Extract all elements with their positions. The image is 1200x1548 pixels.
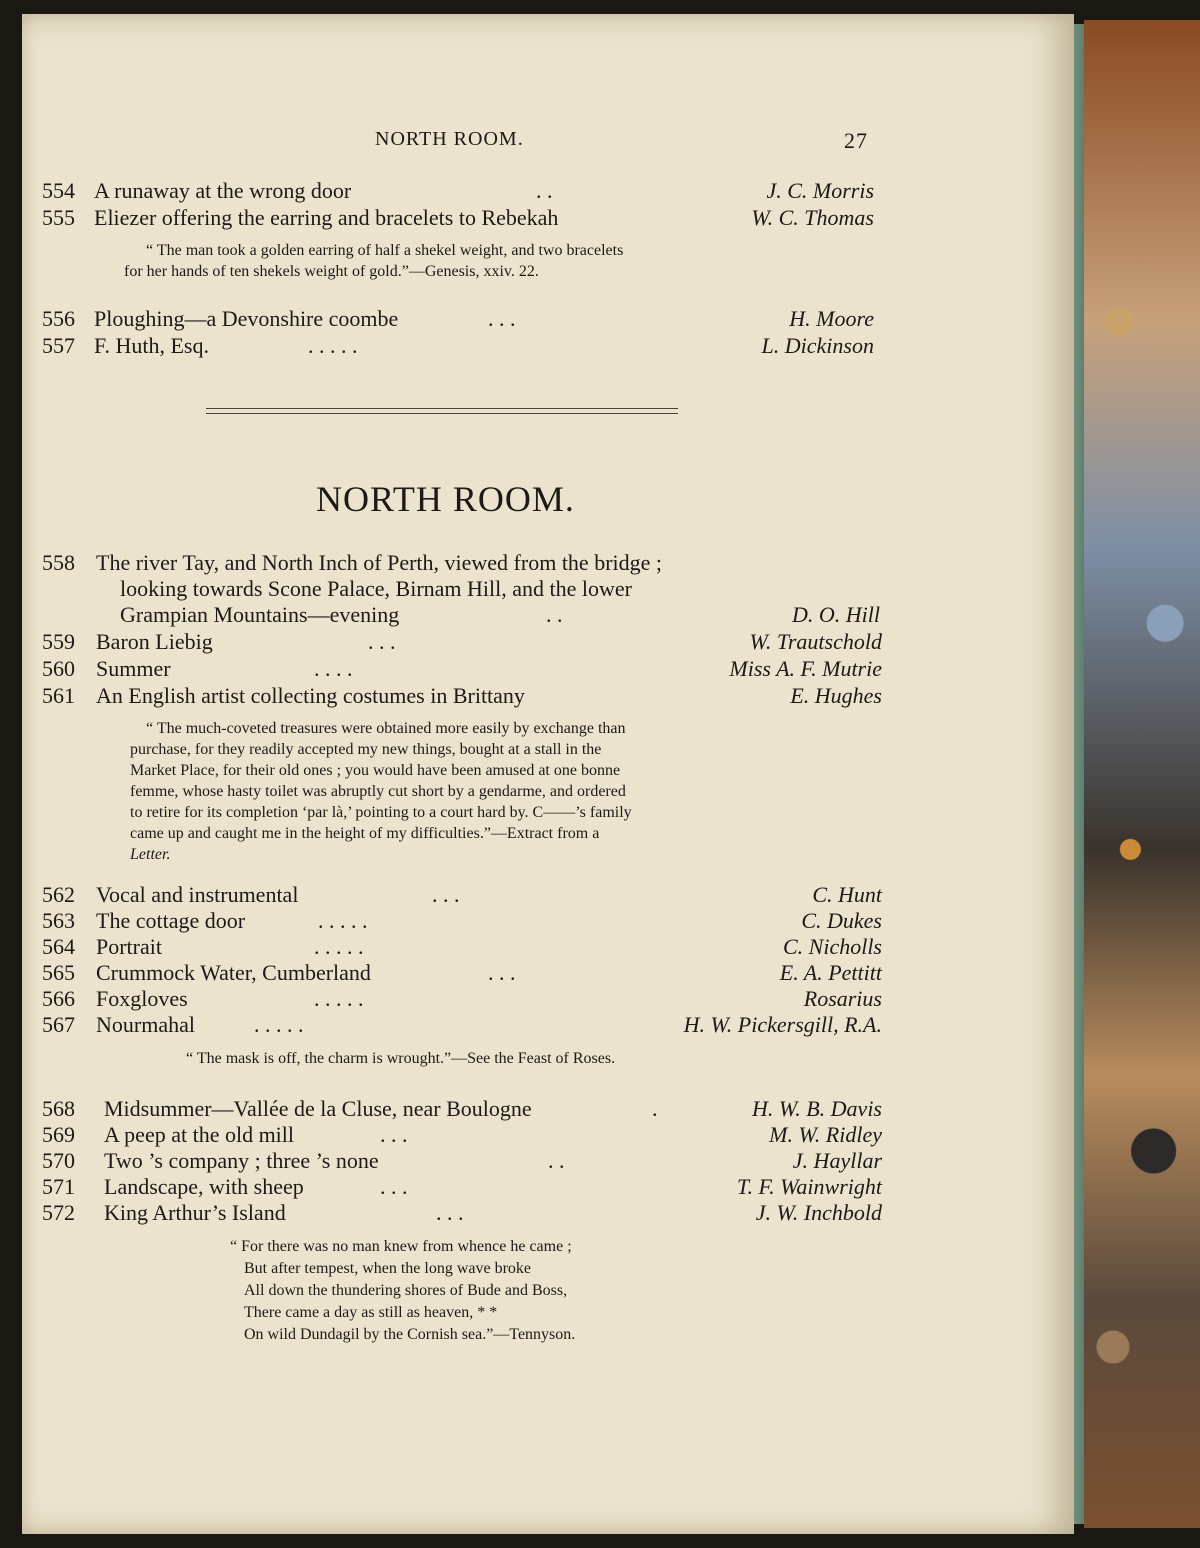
entry-artist: H. W. B. Davis [752,1096,882,1121]
leader-dots: . . . [368,629,396,654]
quote-line: There came a day as still as heaven, * * [244,1304,498,1321]
entry-number: 557 [42,333,75,358]
leader-dots: . . . [488,960,516,985]
quote-line: for her hands of ten shekels weight of gold.”—Genesis, xxiv. 22. [124,263,539,280]
quote-line: purchase, for they readily accepted my new things, bought at a stall in the [130,741,602,758]
quote-line: femme, whose hasty toilet was abruptly cut short by a gendarme, and ordered [130,783,626,800]
entry-title-line: The river Tay, and North Inch of Perth, viewed from the bridge ; [96,550,663,575]
entry-artist: E. Hughes [790,683,882,708]
page-number: 27 [844,128,868,153]
entry-number: 566 [42,986,75,1011]
entry-number: 570 [42,1148,75,1173]
leader-dots: . . . [436,1200,464,1225]
section-divider [206,408,678,409]
entry-title: Midsummer—Vallée de la Cluse, near Boulogne [104,1096,532,1121]
entry-title: King Arthur’s Island [104,1200,286,1225]
quote-line: Letter. [130,846,171,863]
entry-number: 564 [42,934,75,959]
entry-artist: Miss A. F. Mutrie [729,656,882,681]
leader-dots: . . . . . [314,986,364,1011]
quote-line: “ The much-coveted treasures were obtained more easily by exchange than [146,720,626,737]
entry-artist: D. O. Hill [792,602,880,627]
entry-number: 565 [42,960,75,985]
catalogue-page [22,14,1074,1534]
entry-number: 560 [42,656,75,681]
entry-artist: C. Hunt [812,882,882,907]
quote-line: Market Place, for their old ones ; you would have been amused at one bonne [130,762,621,779]
entry-title: Portrait [96,934,162,959]
quote-line: “ For there was no man knew from whence he came ; [230,1238,572,1255]
entry-artist: L. Dickinson [761,333,874,358]
quote-line: “ The man took a golden earring of half a shekel weight, and two bracelets [146,242,624,259]
entry-number: 567 [42,1012,75,1037]
entry-number: 554 [42,178,75,203]
entry-artist: M. W. Ridley [769,1122,882,1147]
leader-dots: . . . . . [314,934,364,959]
quote-line: “ The mask is off, the charm is wrought.”—See the Feast of Roses. [186,1050,616,1067]
entry-title: The cottage door [96,908,246,933]
entry-title: Ploughing—a Devonshire coombe [94,306,399,331]
entry-number: 569 [42,1122,75,1147]
entry-number: 556 [42,306,75,331]
leader-dots: . . . . [314,656,353,681]
leader-dots: . [652,1096,658,1121]
entry-artist: C. Dukes [801,908,882,933]
entry-number: 571 [42,1174,75,1199]
entry-artist: W. Trautschold [749,629,882,654]
section-divider [206,413,678,414]
leader-dots: . . [536,178,553,203]
entry-number: 555 [42,205,75,230]
entry-title-line: looking towards Scone Palace, Birnam Hill, and the lower [120,576,632,601]
entry-title: Nourmahal [96,1012,195,1037]
section-title: NORTH ROOM. [316,479,575,519]
entry-artist: J. C. Morris [766,178,874,203]
entry-title: Vocal and instrumental [96,882,299,907]
entry-number: 561 [42,683,75,708]
entry-artist: H. Moore [789,306,874,331]
entry-artist: C. Nicholls [782,934,882,959]
entry-number: 563 [42,908,75,933]
entry-title: Landscape, with sheep [104,1174,304,1199]
entry-title: A runaway at the wrong door [94,178,352,203]
entry-number: 558 [42,550,75,575]
entry-title: Foxgloves [96,986,188,1011]
quote-line: came up and caught me in the height of my difficulties.”—Extract from a [130,825,600,842]
entry-title: Summer [96,656,171,681]
quote-line: All down the thundering shores of Bude and Boss, [244,1282,568,1299]
leader-dots: . . . . . [308,333,358,358]
leader-dots: . . [548,1148,565,1173]
entry-title: A peep at the old mill [104,1122,295,1147]
marbled-endpaper [1084,20,1200,1528]
entry-artist: Rosarius [803,986,882,1011]
entry-number: 559 [42,629,75,654]
entry-number: 572 [42,1200,75,1225]
quote-line: But after tempest, when the long wave broke [244,1260,532,1277]
entry-title: Crummock Water, Cumberland [96,960,371,985]
entry-title: F. Huth, Esq. [94,333,209,358]
entry-number: 562 [42,882,75,907]
leader-dots: . . . [488,306,516,331]
leader-dots: . . . [432,882,460,907]
leader-dots: . . . . . [254,1012,304,1037]
entry-title: An English artist collecting costumes in Brittany [96,683,525,708]
quote-line: to retire for its completion ‘par là,’ pointing to a court hard by. C——’s family [130,804,632,821]
entry-artist: T. F. Wainwright [736,1174,882,1199]
entry-artist: J. W. Inchbold [755,1200,882,1225]
entry-title: Two ’s company ; three ’s none [104,1148,379,1173]
entry-title-line: Grampian Mountains—evening [120,602,400,627]
entry-artist: J. Hayllar [792,1148,882,1173]
entry-number: 568 [42,1096,75,1121]
running-header-title: NORTH ROOM. [375,128,524,150]
leader-dots: . . . . . [318,908,368,933]
entry-artist: H. W. Pickersgill, R.A. [683,1012,882,1037]
leader-dots: . . . [380,1174,408,1199]
entry-title: Baron Liebig [96,629,213,654]
entry-artist: E. A. Pettitt [779,960,882,985]
entry-title: Eliezer offering the earring and bracelets to Rebekah [94,205,559,230]
leader-dots: . . [546,602,563,627]
quote-line: On wild Dundagil by the Cornish sea.”—Tennyson. [244,1326,576,1343]
leader-dots: . . . [380,1122,408,1147]
entry-artist: W. C. Thomas [751,205,874,230]
